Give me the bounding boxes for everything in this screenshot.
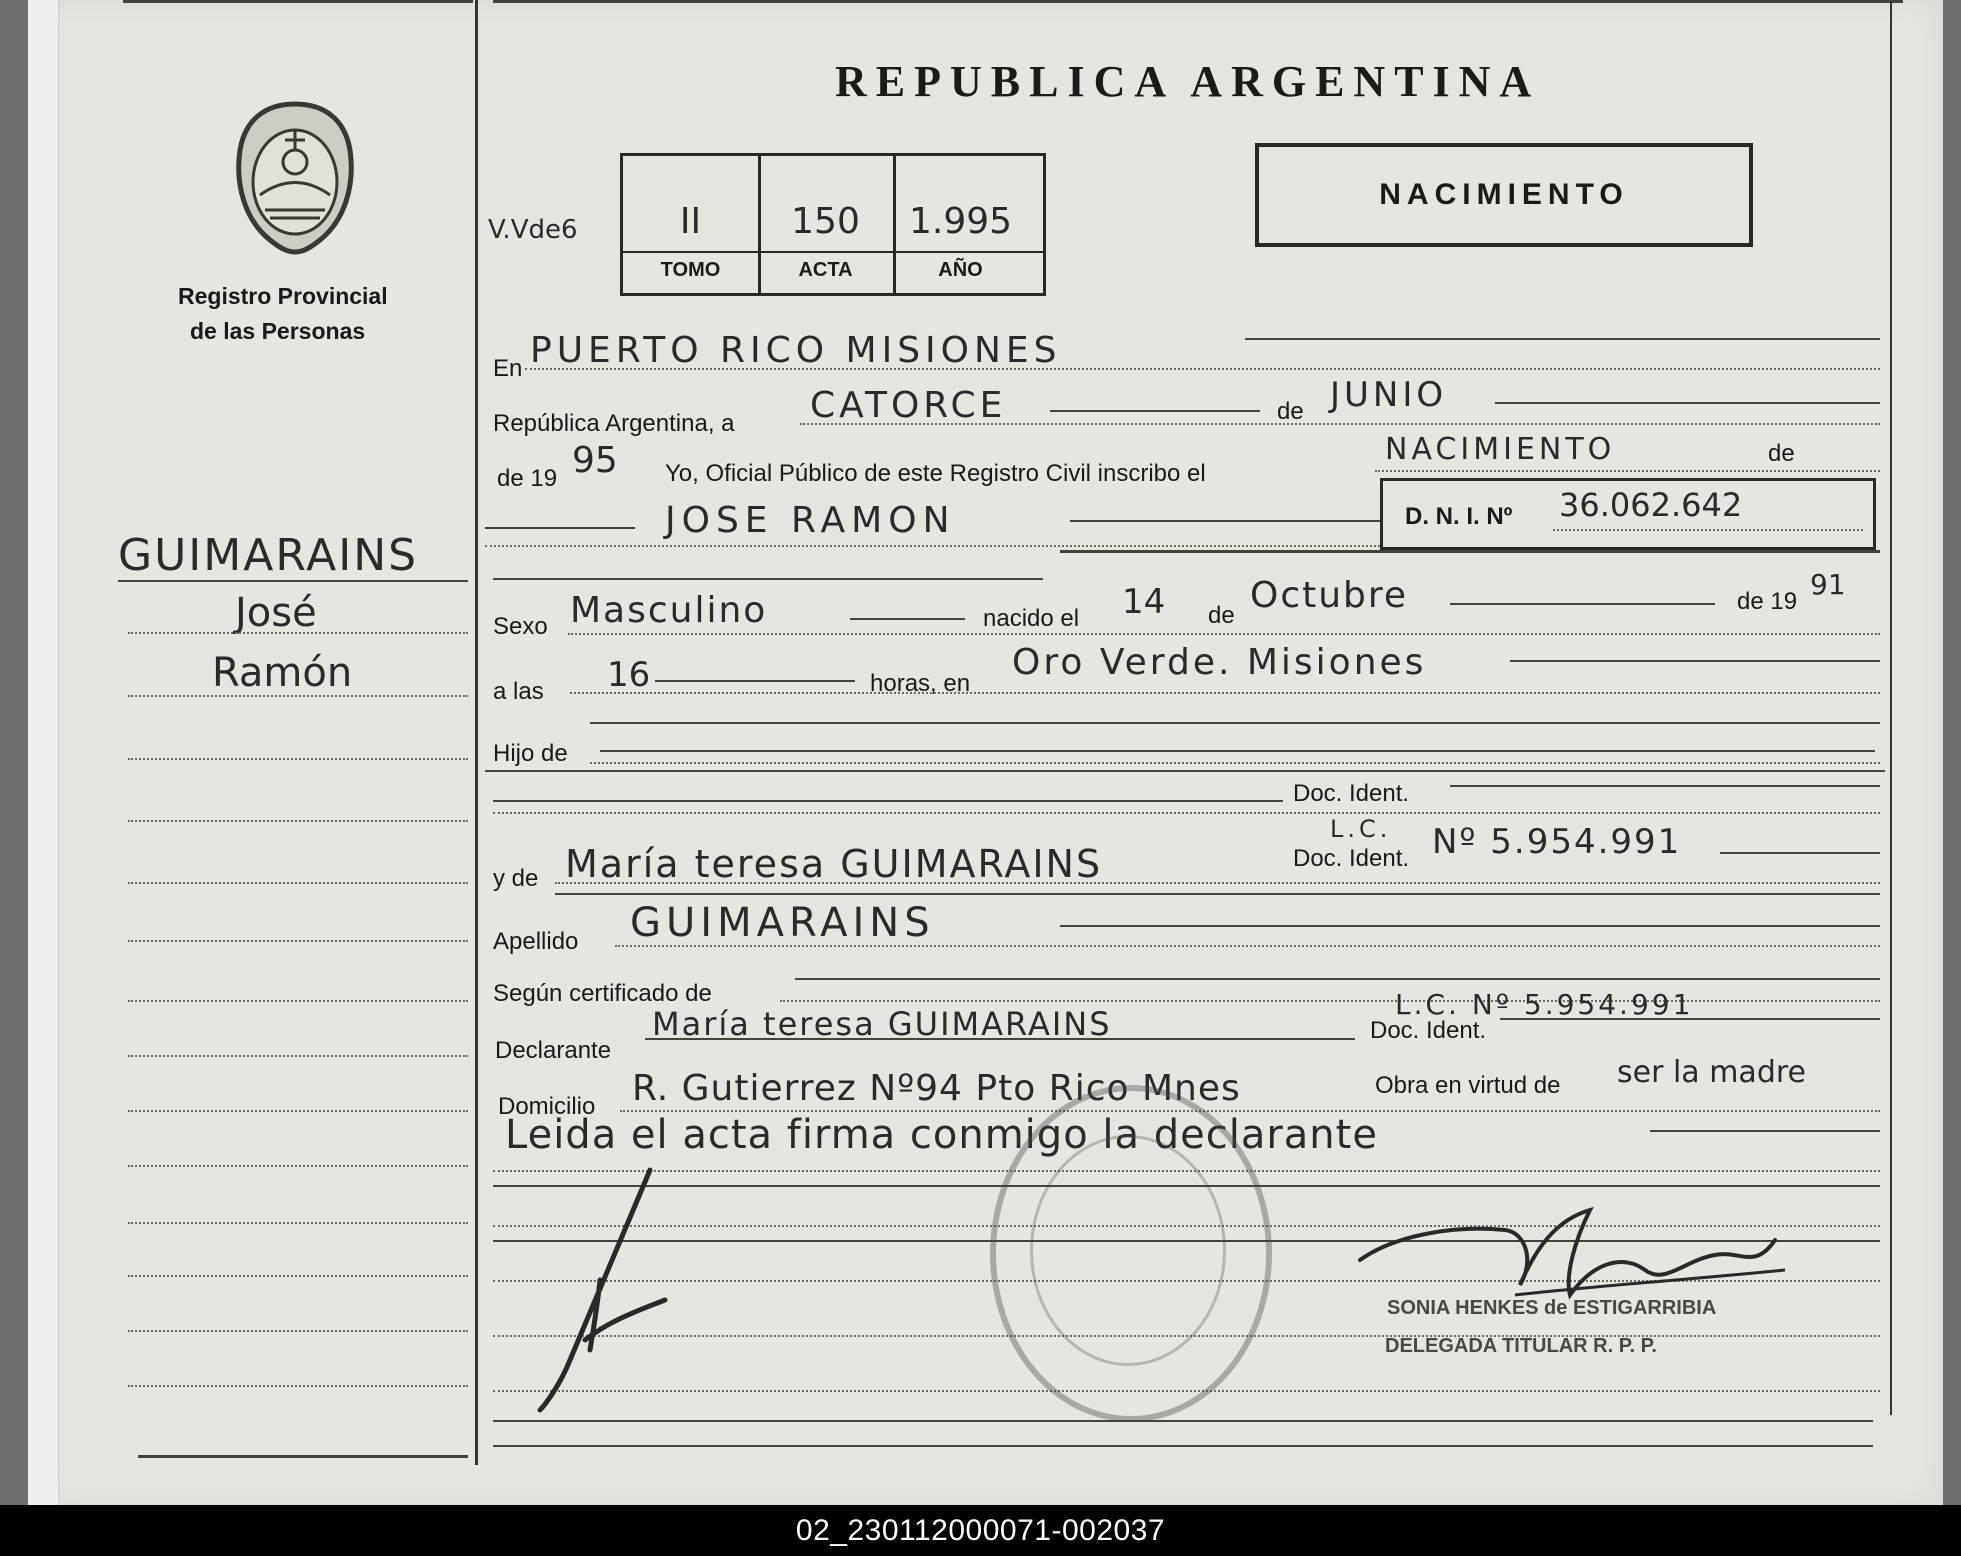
top-rule-right bbox=[493, 0, 1903, 3]
mother-value: María teresa GUIMARAINS bbox=[565, 842, 1103, 886]
declarant-doc-fill-line bbox=[1500, 1018, 1880, 1020]
de-birth-month-label: de bbox=[1208, 602, 1235, 629]
sex-fill-line bbox=[850, 618, 965, 620]
day-value: CATORCE bbox=[810, 385, 1007, 426]
official-stamp-inner bbox=[1030, 1135, 1226, 1366]
sex-value: Masculino bbox=[570, 590, 768, 631]
document-title: REPUBLICA ARGENTINA bbox=[835, 57, 1541, 106]
margin-name1: José bbox=[235, 590, 317, 636]
segun-label: Según certificado de bbox=[493, 980, 712, 1007]
year-value: 95 bbox=[572, 440, 618, 481]
margin-note: V.Vde6 bbox=[488, 215, 578, 245]
declarante-label: Declarante bbox=[495, 1037, 612, 1064]
yo-label: Yo, Oficial Público de este Registro Civil inscribo el bbox=[665, 460, 1206, 487]
doc-dotted-line bbox=[493, 812, 1880, 814]
hour-fill-line bbox=[655, 680, 855, 682]
doc-fill-line bbox=[493, 800, 1283, 802]
row-rule bbox=[1060, 550, 1880, 553]
scan-code: 02_230112000071-002037 bbox=[795, 1513, 1166, 1547]
obra-label: Obra en virtud de bbox=[1375, 1072, 1561, 1099]
hour-dotted-line bbox=[570, 692, 1880, 694]
registry-name-line1: Registro Provincial bbox=[178, 283, 388, 309]
margin-dotted-line bbox=[128, 1110, 468, 1112]
margin-dotted-line bbox=[128, 695, 468, 697]
republica-label: República Argentina, a bbox=[493, 410, 735, 437]
hijo-dotted-line bbox=[590, 762, 1880, 764]
right-border bbox=[1890, 0, 1892, 1415]
margin-bottom-rule bbox=[138, 1455, 468, 1458]
row-rule bbox=[493, 578, 1043, 580]
dni-dotted-line bbox=[1553, 529, 1863, 531]
month-value: JUNIO bbox=[1330, 375, 1448, 415]
place-fill-line bbox=[1510, 660, 1880, 662]
margin-dotted-line bbox=[128, 1000, 468, 1002]
surname-dotted-line bbox=[615, 945, 1880, 947]
page-edge bbox=[28, 0, 59, 1505]
blank-rule bbox=[493, 1420, 1873, 1422]
surname-value: GUIMARAINS bbox=[630, 900, 935, 946]
mother-doc-value: Nº 5.954.991 bbox=[1432, 822, 1682, 862]
birth-year-value: 91 bbox=[1810, 568, 1846, 601]
address-value: R. Gutierrez Nº94 Pto Rico Mnes bbox=[632, 1068, 1241, 1109]
domicilio-label: Domicilio bbox=[498, 1093, 596, 1120]
margin-dotted-line bbox=[128, 820, 468, 822]
place-fill-line bbox=[1245, 338, 1880, 340]
margin-dotted-line bbox=[128, 632, 468, 634]
margin-name2: Ramón bbox=[212, 650, 353, 696]
name-fill-line bbox=[485, 527, 635, 529]
margin-dotted-line bbox=[128, 940, 468, 942]
top-rule-left bbox=[123, 0, 473, 3]
hijo-label: Hijo de bbox=[493, 740, 568, 767]
date-dotted-line bbox=[800, 423, 1880, 425]
day-fill-line bbox=[1050, 410, 1260, 412]
certificate-fill-line bbox=[795, 978, 1880, 980]
mother-doc-label: Doc. Ident. bbox=[1293, 845, 1410, 872]
place-value: PUERTO RICO MISIONES bbox=[530, 330, 1062, 371]
margin-dotted-line bbox=[128, 1222, 468, 1224]
note-fill-line bbox=[1650, 1130, 1880, 1132]
reason-value: ser la madre bbox=[1617, 1055, 1806, 1090]
horas-label: horas, en bbox=[870, 670, 971, 697]
sex-dotted-line bbox=[568, 633, 1880, 635]
mother-dotted-line bbox=[555, 882, 1880, 884]
birth-year-prefix-label: de 19 bbox=[1737, 588, 1798, 615]
ano-value: 1.995 bbox=[908, 201, 1013, 242]
acta-label: ACTA bbox=[798, 259, 853, 281]
act-type-box bbox=[1255, 143, 1753, 247]
row-rule bbox=[485, 770, 1885, 772]
name-fill-line bbox=[1070, 520, 1380, 522]
declarant-value: María teresa GUIMARAINS bbox=[652, 1005, 1112, 1043]
month-fill-line bbox=[1495, 402, 1880, 404]
registration-table bbox=[620, 153, 1046, 296]
year-prefix-label: de 19 bbox=[497, 465, 558, 492]
tomo-label: TOMO bbox=[660, 259, 721, 281]
certificate-dotted-line bbox=[780, 1000, 1880, 1002]
margin-rule bbox=[118, 580, 468, 582]
sexo-label: Sexo bbox=[493, 613, 548, 640]
act-value: NACIMIENTO bbox=[1385, 432, 1616, 467]
hijo-fill-line bbox=[590, 722, 1880, 724]
mother-fill-line bbox=[1720, 852, 1880, 854]
registry-name-line2: de las Personas bbox=[190, 318, 366, 344]
officer-name: SONIA HENKES de ESTIGARRIBIA bbox=[1387, 1297, 1717, 1319]
declarant-doc-value: L.C. Nº 5.954.991 bbox=[1395, 988, 1694, 1021]
nacido-label: nacido el bbox=[983, 605, 1080, 632]
person-name-value: JOSE RAMON bbox=[665, 500, 956, 541]
dni-box bbox=[1380, 478, 1876, 550]
note-value: Leida el acta firma conmigo la declarante bbox=[505, 1112, 1378, 1158]
hour-value: 16 bbox=[607, 655, 651, 695]
doc-fill-line bbox=[1450, 785, 1880, 787]
hijo-fill-line bbox=[600, 750, 1875, 752]
tomo-value: II bbox=[679, 201, 702, 242]
margin-dotted-line bbox=[128, 1330, 468, 1332]
officer-title: DELEGADA TITULAR R. P. P. bbox=[1385, 1335, 1657, 1357]
margin-dotted-line bbox=[128, 882, 468, 884]
act-type-label: NACIMIENTO bbox=[1379, 178, 1629, 211]
de-person-label: de bbox=[1768, 440, 1795, 467]
father-doc-label: Doc. Ident. bbox=[1293, 780, 1410, 807]
place-dotted-line bbox=[525, 368, 1880, 370]
name-dotted-line bbox=[485, 545, 1380, 547]
declarant-fill-line bbox=[645, 1038, 1355, 1040]
table-row-divider bbox=[623, 251, 1043, 253]
yde-label: y de bbox=[493, 865, 539, 892]
month-fill-line bbox=[1450, 603, 1715, 605]
margin-dotted-line bbox=[128, 1165, 468, 1167]
margin-surname: GUIMARAINS bbox=[118, 530, 419, 581]
de-month-label: de bbox=[1277, 398, 1304, 425]
province-seal-icon bbox=[225, 100, 365, 255]
birth-day-value: 14 bbox=[1122, 582, 1166, 622]
column-divider bbox=[475, 0, 478, 1465]
dni-value: 36.062.642 bbox=[1559, 486, 1743, 524]
dni-label: D. N. I. Nº bbox=[1405, 503, 1513, 530]
en-label: En bbox=[493, 355, 523, 382]
scan-footer bbox=[0, 1505, 1961, 1556]
row-rule bbox=[555, 893, 1880, 895]
bottom-rule bbox=[493, 1445, 1873, 1447]
apellido-label: Apellido bbox=[493, 928, 579, 955]
act-dotted-line bbox=[1375, 470, 1880, 472]
margin-dotted-line bbox=[128, 758, 468, 760]
birth-place-value: Oro Verde. Misiones bbox=[1012, 642, 1427, 683]
surname-fill-line bbox=[1060, 925, 1880, 927]
margin-dotted-line bbox=[128, 1275, 468, 1277]
ano-label: AÑO bbox=[938, 259, 983, 281]
declarant-signature-icon bbox=[530, 1160, 680, 1420]
acta-value: 150 bbox=[791, 201, 860, 242]
officer-signature-icon bbox=[1355, 1200, 1795, 1305]
birth-month-value: Octubre bbox=[1250, 575, 1409, 616]
margin-dotted-line bbox=[128, 1385, 468, 1387]
margin-dotted-line bbox=[128, 1055, 468, 1057]
alas-label: a las bbox=[493, 678, 544, 705]
mother-doc-type: L.C. bbox=[1330, 815, 1392, 843]
declarant-doc-label: Doc. Ident. bbox=[1370, 1017, 1487, 1044]
